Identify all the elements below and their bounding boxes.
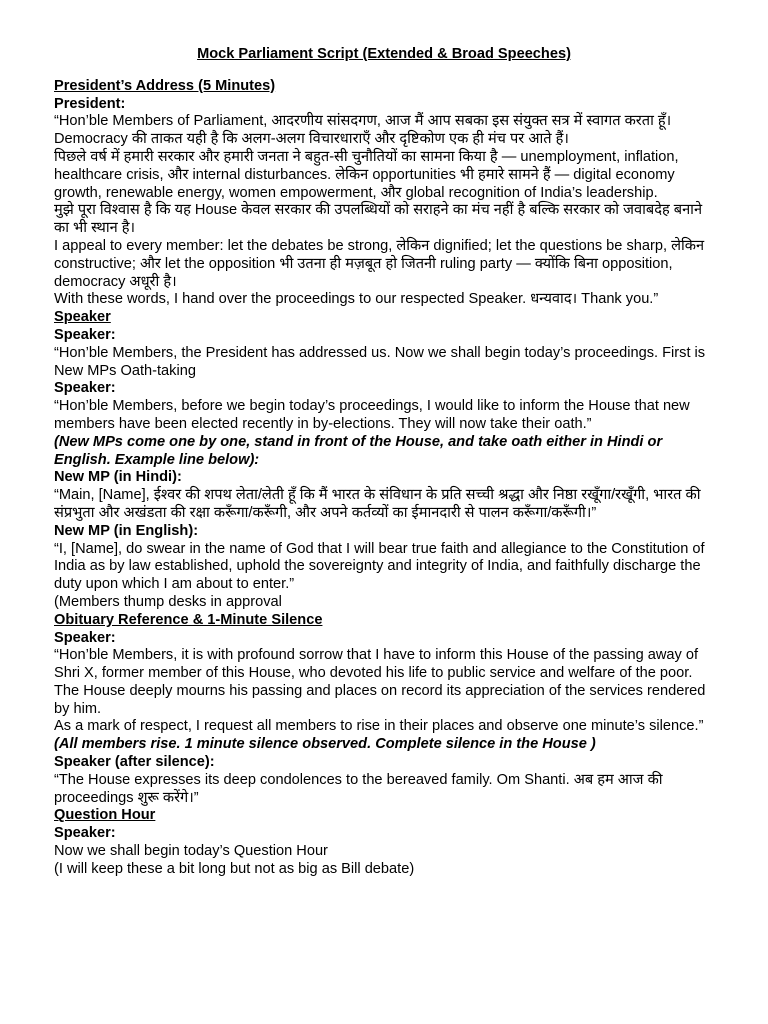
stage-direction: (All members rise. 1 minute silence observed. Complete silence in the House ) [54, 736, 596, 753]
speech-paragraph: “Hon’ble Members of Parliament, आदरणीय सांसदगण, आज मैं आप सबका इस संयुक्त सत्र में स्वागत करता हूँ। Democracy की ताकत यही है कि अलग-अलग विचारधाराएँ और दृष्टिकोण एक ही मंच पर आते हैं। [54, 113, 672, 148]
speech-paragraph: With these words, I hand over the proceedings to our respected Speaker. धन्यवाद। Thank you.” [54, 291, 659, 308]
speech-paragraph: (Members thump desks in approval [54, 593, 282, 610]
speaker-label: Speaker (after silence): [54, 754, 215, 771]
speaker-label: Speaker: [54, 326, 116, 343]
speech-paragraph: “I, [Name], do swear in the name of God that I will bear true faith and allegiance to the Constitution of India as by law established, uphold the sovereignty and integrity of India, and faithfully discharge the duty upon which I am about to enter.” [54, 540, 705, 593]
speech-paragraph: Now we shall begin today’s Question Hour [54, 843, 328, 860]
speech-paragraph: मुझे पूरा विश्वास है कि यह House केवल सरकार की उपलब्धियों को सराहने का मंच नहीं है बल्कि सरकार को जवाबदेह बनाने का भी स्थान है। [54, 202, 703, 237]
speech-paragraph: I appeal to every member: let the debates be strong, लेकिन dignified; let the questions be sharp, लेकिन constructive; और let the opposition भी उतना ही मज़बूत हो जितनी ruling party — क्योंकि बिना opposition, democracy अधूरी है। [54, 237, 705, 290]
speaker-label: Speaker: [54, 629, 116, 646]
document-title: Mock Parliament Script (Extended & Broad Speeches) [197, 46, 571, 62]
speaker-label: President: [54, 95, 126, 112]
speech-paragraph: “Hon’ble Members, it is with profound sorrow that I have to inform this House of the passing away of Shri X, former member of this House, who devoted his life to public service and welfare of the poor. The House deeply mourns his passing and places on record its appreciation of the services rendered by him. [54, 647, 706, 717]
stage-direction: (New MPs come one by one, stand in front of the House, and take oath either in Hindi or English. Example line below): [54, 433, 663, 468]
speaker-label: Speaker: [54, 380, 116, 397]
section-heading: President’s Address (5 Minutes) [54, 77, 276, 94]
speech-paragraph: “Hon’ble Members, the President has addressed us. Now we shall begin today’s proceedings. First is [54, 344, 706, 361]
document-body [54, 78, 714, 879]
speaker-label: New MP (in Hindi): [54, 469, 182, 486]
section-heading: Question Hour [54, 807, 156, 824]
speaker-label: Speaker: [54, 825, 116, 842]
speech-paragraph: As a mark of respect, I request all members to rise in their places and observe one minute’s silence.” [54, 718, 704, 735]
speaker-label: New MP (in English): [54, 522, 199, 539]
speech-paragraph: New MPs Oath-taking [54, 362, 196, 379]
section-heading: Speaker [54, 309, 111, 326]
speech-paragraph: “The House expresses its deep condolences to the bereaved family. Om Shanti. अब हम आज की proceedings शुरू करेंगे।” [54, 771, 663, 806]
speech-paragraph: पिछले वर्ष में हमारी सरकार और हमारी जनता ने बहुत-सी चुनौतियों का सामना किया है — unemployment, inflation, healthcare crisis, और internal disturbances. लेकिन opportunities भी हमारे सामने हैं — digital economy growth, renewable energy, women empowerment, और global recognition of India’s leadership. [54, 148, 679, 201]
speech-paragraph: “Main, [Name], ईश्वर की शपथ लेता/लेती हूँ कि मैं भारत के संविधान के प्रति सच्ची श्रद्धा और निष्ठा रखूँगा/रखूँगी, भारत की संप्रभुता और अखंडता की रक्षा करूँगा/करूँगी, और अपने कर्तव्यों का ईमानदारी से पालन करूँगा/करूँगी।” [54, 487, 701, 521]
section-heading: Obituary Reference & 1-Minute Silence [54, 611, 323, 628]
speech-paragraph: “Hon’ble Members, before we begin today’s proceedings, I would like to inform the House that new members have been elected recently in by-elections. They will now take their oath.” [54, 398, 690, 432]
speech-paragraph: (I will keep these a bit long but not as big as Bill debate) [54, 860, 415, 877]
